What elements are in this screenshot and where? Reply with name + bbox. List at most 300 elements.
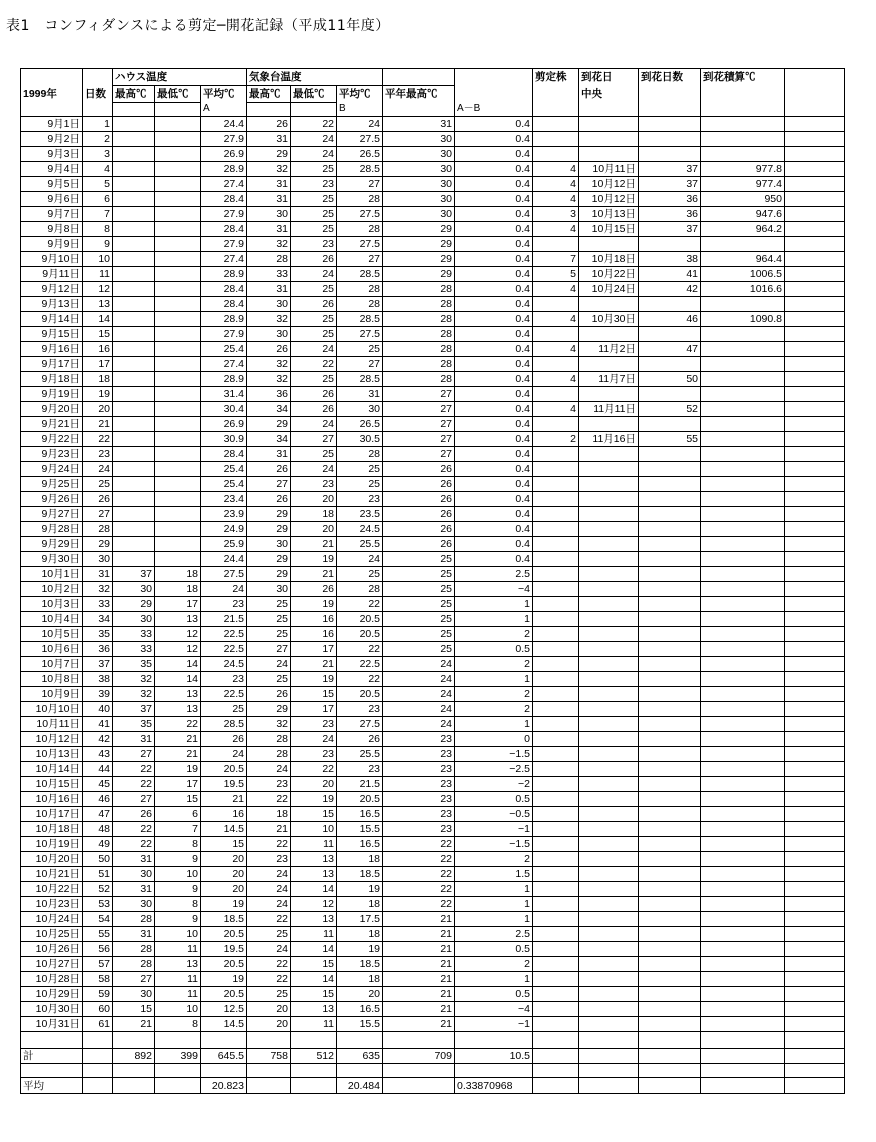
cell-normal-max: 30 [383, 207, 455, 222]
cell-date: 9月5日 [21, 177, 83, 192]
cell-bloom-accum: 977.4 [701, 177, 785, 192]
cell-a-minus-b: 2 [455, 702, 533, 717]
cell-weather-min: 24 [291, 417, 337, 432]
cell-house-max [113, 537, 155, 552]
table-row [21, 312, 845, 327]
cell-date: 10月16日 [21, 792, 83, 807]
cell-extra [785, 1002, 845, 1017]
cell-a-minus-b: 2 [455, 657, 533, 672]
cell-house-max [113, 477, 155, 492]
cell-weather-min: 19 [291, 792, 337, 807]
cell-weather-max: 22 [247, 972, 291, 987]
cell-weather-avg: 25.5 [337, 537, 383, 552]
cell-normal-max: 709 [383, 1049, 455, 1064]
cell-weather-avg: 26 [337, 732, 383, 747]
cell-house-max [113, 432, 155, 447]
cell-bloom-day [579, 747, 639, 762]
table-row [21, 357, 845, 372]
cell-house-max: 30 [113, 582, 155, 597]
cell-prune-count [533, 1049, 579, 1064]
cell-a-minus-b: 0.4 [455, 237, 533, 252]
cell-weather-avg: 18.5 [337, 957, 383, 972]
header-cell [337, 69, 383, 86]
cell-day: 17 [83, 357, 113, 372]
header-cell [83, 103, 113, 117]
cell-bloom-accum [701, 957, 785, 972]
cell-date: 9月29日 [21, 537, 83, 552]
cell-house-avg: 28.4 [201, 297, 247, 312]
cell-empty [533, 1064, 579, 1078]
cell-prune-count [533, 882, 579, 897]
cell-prune-count [533, 552, 579, 567]
cell-extra [785, 852, 845, 867]
cell-extra [785, 567, 845, 582]
cell-bloom-accum [701, 807, 785, 822]
cell-normal-max: 22 [383, 897, 455, 912]
cell-house-min [155, 417, 201, 432]
cell-date: 10月29日 [21, 987, 83, 1002]
cell-house-min: 21 [155, 747, 201, 762]
cell-bloom-day [579, 852, 639, 867]
cell-date: 9月30日 [21, 552, 83, 567]
cell-extra [785, 1078, 845, 1094]
cell-bloom-day [579, 237, 639, 252]
cell-house-min: 10 [155, 867, 201, 882]
cell-bloom-accum [701, 462, 785, 477]
cell-house-avg: 28.9 [201, 372, 247, 387]
cell-extra [785, 762, 845, 777]
header-weather-avg: 平均℃ [337, 86, 383, 103]
cell-bloom-accum [701, 117, 785, 132]
table-row [21, 942, 845, 957]
cell-weather-avg: 28.5 [337, 372, 383, 387]
cell-prune-count: 4 [533, 402, 579, 417]
header-label-b: B [337, 103, 383, 117]
cell-bloom-accum [701, 1002, 785, 1017]
cell-date: 10月13日 [21, 747, 83, 762]
cell-date: 9月24日 [21, 462, 83, 477]
cell-house-min [155, 537, 201, 552]
cell-bloom-day [579, 627, 639, 642]
cell-weather-avg: 15.5 [337, 1017, 383, 1032]
cell-a-minus-b: 0.4 [455, 537, 533, 552]
cell-bloom-day [579, 1017, 639, 1032]
spacer-row [21, 1032, 845, 1049]
cell-weather-min: 14 [291, 882, 337, 897]
cell-bloom-accum [701, 567, 785, 582]
cell-weather-avg: 20 [337, 987, 383, 1002]
cell-prune-count [533, 702, 579, 717]
cell-weather-avg: 19 [337, 942, 383, 957]
cell-bloom-accum [701, 387, 785, 402]
cell-a-minus-b: 0.4 [455, 147, 533, 162]
cell-house-avg: 20.5 [201, 957, 247, 972]
cell-bloom-day [579, 777, 639, 792]
table-row [21, 702, 845, 717]
cell-normal-max: 28 [383, 372, 455, 387]
cell-weather-max: 36 [247, 387, 291, 402]
cell-normal-max: 21 [383, 927, 455, 942]
cell-date: 9月1日 [21, 117, 83, 132]
cell-bloom-day [579, 702, 639, 717]
cell-weather-min: 23 [291, 237, 337, 252]
cell-normal-max: 21 [383, 957, 455, 972]
cell-a-minus-b: 0.4 [455, 252, 533, 267]
cell-bloom-accum: 964.4 [701, 252, 785, 267]
cell-normal-max: 25 [383, 627, 455, 642]
cell-house-avg: 19.5 [201, 777, 247, 792]
cell-house-max: 22 [113, 762, 155, 777]
cell-a-minus-b: −0.5 [455, 807, 533, 822]
cell-extra [785, 522, 845, 537]
cell-normal-max: 23 [383, 762, 455, 777]
cell-bloom-day: 10月15日 [579, 222, 639, 237]
cell-normal-max: 23 [383, 807, 455, 822]
cell-house-max [113, 507, 155, 522]
cell-normal-max: 27 [383, 447, 455, 462]
cell-house-max: 30 [113, 612, 155, 627]
cell-bloom-days [639, 867, 701, 882]
cell-weather-max: 25 [247, 612, 291, 627]
cell-a-minus-b: −1 [455, 1017, 533, 1032]
cell-extra [785, 207, 845, 222]
cell-day: 3 [83, 147, 113, 162]
cell-weather-max: 29 [247, 522, 291, 537]
cell-a-minus-b: 1 [455, 597, 533, 612]
cell-house-min [155, 372, 201, 387]
cell-weather-min: 24 [291, 732, 337, 747]
cell-house-avg: 20 [201, 852, 247, 867]
cell-day: 45 [83, 777, 113, 792]
cell-weather-avg: 18.5 [337, 867, 383, 882]
cell-day: 4 [83, 162, 113, 177]
cell-empty [21, 1064, 83, 1078]
cell-weather-min: 22 [291, 117, 337, 132]
cell-prune-count [533, 927, 579, 942]
cell-house-avg: 24.4 [201, 552, 247, 567]
cell-extra [785, 477, 845, 492]
cell-house-avg: 22.5 [201, 642, 247, 657]
cell-house-avg: 23 [201, 672, 247, 687]
cell-weather-min: 21 [291, 657, 337, 672]
cell-day: 7 [83, 207, 113, 222]
cell-day: 40 [83, 702, 113, 717]
cell-weather-avg: 18 [337, 927, 383, 942]
cell-bloom-day [579, 462, 639, 477]
cell-empty [113, 1064, 155, 1078]
cell-bloom-accum: 977.8 [701, 162, 785, 177]
cell-weather-min: 25 [291, 312, 337, 327]
cell-a-minus-b: 0.4 [455, 267, 533, 282]
cell-date: 9月17日 [21, 357, 83, 372]
cell-weather-min: 19 [291, 672, 337, 687]
cell-weather-max: 24 [247, 762, 291, 777]
cell-date: 9月16日 [21, 342, 83, 357]
cell-normal-max: 24 [383, 687, 455, 702]
header-cell [579, 103, 639, 117]
cell-weather-min: 11 [291, 927, 337, 942]
cell-day: 26 [83, 492, 113, 507]
cell-weather-max: 31 [247, 447, 291, 462]
cell-a-minus-b: 0.4 [455, 477, 533, 492]
cell-extra [785, 417, 845, 432]
cell-house-max: 32 [113, 672, 155, 687]
cell-extra [785, 612, 845, 627]
cell-house-min [155, 207, 201, 222]
cell-empty [383, 1064, 455, 1078]
cell-prune-count [533, 762, 579, 777]
cell-house-min [155, 357, 201, 372]
cell-bloom-accum [701, 297, 785, 312]
table-row [21, 657, 845, 672]
cell-house-min: 13 [155, 612, 201, 627]
cell-house-max: 28 [113, 957, 155, 972]
cell-house-avg: 27.5 [201, 567, 247, 582]
cell-day: 2 [83, 132, 113, 147]
cell-bloom-days [639, 732, 701, 747]
cell-weather-max: 20 [247, 1002, 291, 1017]
cell-weather-max: 25 [247, 987, 291, 1002]
cell-date: 10月9日 [21, 687, 83, 702]
cell-bloom-accum: 964.2 [701, 222, 785, 237]
cell-bloom-accum [701, 1017, 785, 1032]
cell-normal-max: 27 [383, 417, 455, 432]
cell-normal-max: 30 [383, 132, 455, 147]
cell-a-minus-b: 2 [455, 957, 533, 972]
cell-bloom-days [639, 357, 701, 372]
table-row [21, 492, 845, 507]
cell-weather-max: 20 [247, 1017, 291, 1032]
header-house-min: 最低℃ [155, 86, 201, 103]
cell-date: 9月7日 [21, 207, 83, 222]
cell-a-minus-b: 0 [455, 732, 533, 747]
cell-date: 10月8日 [21, 672, 83, 687]
cell-day: 60 [83, 1002, 113, 1017]
cell-house-min: 11 [155, 987, 201, 1002]
cell-bloom-days [639, 882, 701, 897]
table-row [21, 822, 845, 837]
cell-day: 47 [83, 807, 113, 822]
cell-bloom-accum [701, 777, 785, 792]
cell-bloom-days [639, 702, 701, 717]
cell-bloom-accum [701, 357, 785, 372]
cell-house-max [113, 1078, 155, 1094]
cell-weather-min: 26 [291, 252, 337, 267]
cell-weather-max: 21 [247, 822, 291, 837]
cell-empty [455, 1032, 533, 1049]
cell-prune-count: 4 [533, 342, 579, 357]
cell-a-minus-b: 0.4 [455, 372, 533, 387]
cell-day: 27 [83, 507, 113, 522]
cell-weather-avg: 27 [337, 252, 383, 267]
cell-day: 35 [83, 627, 113, 642]
cell-house-max [113, 522, 155, 537]
cell-bloom-accum: 1090.8 [701, 312, 785, 327]
cell-bloom-accum [701, 537, 785, 552]
cell-bloom-day [579, 387, 639, 402]
cell-weather-max: 24 [247, 867, 291, 882]
cell-extra [785, 942, 845, 957]
cell-house-max [113, 462, 155, 477]
cell-empty [155, 1032, 201, 1049]
cell-house-min: 12 [155, 627, 201, 642]
cell-house-max [113, 207, 155, 222]
cell-day: 29 [83, 537, 113, 552]
cell-weather-avg: 27.5 [337, 132, 383, 147]
cell-bloom-day [579, 867, 639, 882]
cell-normal-max: 25 [383, 582, 455, 597]
cell-house-avg: 28.4 [201, 447, 247, 462]
cell-weather-max: 26 [247, 687, 291, 702]
cell-weather-max: 22 [247, 912, 291, 927]
cell-normal-max: 30 [383, 147, 455, 162]
cell-house-min [155, 342, 201, 357]
table-row [21, 1017, 845, 1032]
table-row [21, 927, 845, 942]
cell-house-max: 27 [113, 792, 155, 807]
cell-prune-count [533, 972, 579, 987]
cell-extra [785, 867, 845, 882]
cell-house-avg: 27.4 [201, 357, 247, 372]
table-row [21, 162, 845, 177]
cell-date: 10月24日 [21, 912, 83, 927]
cell-extra [785, 807, 845, 822]
cell-a-minus-b: 2.5 [455, 567, 533, 582]
cell-weather-min: 25 [291, 192, 337, 207]
cell-normal-max: 22 [383, 867, 455, 882]
cell-prune-count [533, 327, 579, 342]
table-row [21, 897, 845, 912]
cell-house-max [113, 177, 155, 192]
cell-house-min [155, 297, 201, 312]
cell-house-avg: 24 [201, 747, 247, 762]
cell-prune-count [533, 387, 579, 402]
cell-date: 10月31日 [21, 1017, 83, 1032]
cell-weather-min: 25 [291, 327, 337, 342]
cell-bloom-day [579, 1002, 639, 1017]
cell-house-min: 10 [155, 1002, 201, 1017]
cell-date: 9月22日 [21, 432, 83, 447]
cell-house-max: 30 [113, 897, 155, 912]
cell-bloom-accum [701, 612, 785, 627]
cell-weather-max: 25 [247, 927, 291, 942]
cell-house-avg: 24.4 [201, 117, 247, 132]
cell-bloom-day: 10月12日 [579, 177, 639, 192]
cell-prune-count [533, 567, 579, 582]
cell-bloom-days [639, 852, 701, 867]
cell-date: 10月28日 [21, 972, 83, 987]
header-cell [291, 103, 337, 117]
cell-house-max [113, 222, 155, 237]
cell-weather-max: 29 [247, 702, 291, 717]
cell-weather-avg: 26.5 [337, 147, 383, 162]
cell-house-max: 29 [113, 597, 155, 612]
cell-a-minus-b: −4 [455, 1002, 533, 1017]
cell-house-avg: 19.5 [201, 942, 247, 957]
cell-house-avg: 24.9 [201, 522, 247, 537]
cell-house-avg: 27.9 [201, 327, 247, 342]
cell-house-max [113, 372, 155, 387]
cell-bloom-day: 11月16日 [579, 432, 639, 447]
table-row [21, 462, 845, 477]
cell-normal-max: 30 [383, 162, 455, 177]
cell-house-min: 13 [155, 687, 201, 702]
cell-day: 15 [83, 327, 113, 342]
cell-weather-min: 512 [291, 1049, 337, 1064]
header-day-count: 日数 [83, 86, 113, 103]
cell-weather-min: 11 [291, 1017, 337, 1032]
cell-weather-max: 27 [247, 642, 291, 657]
cell-a-minus-b: 0.4 [455, 462, 533, 477]
cell-weather-avg: 18 [337, 897, 383, 912]
cell-bloom-days [639, 942, 701, 957]
cell-day: 9 [83, 237, 113, 252]
cell-extra [785, 927, 845, 942]
cell-day: 57 [83, 957, 113, 972]
cell-empty [533, 1032, 579, 1049]
cell-a-minus-b: 1.5 [455, 867, 533, 882]
cell-weather-avg: 25 [337, 567, 383, 582]
cell-date: 10月1日 [21, 567, 83, 582]
table-row [21, 537, 845, 552]
cell-house-max [113, 492, 155, 507]
cell-normal-max: 23 [383, 777, 455, 792]
cell-bloom-days: 37 [639, 222, 701, 237]
cell-weather-max: 29 [247, 147, 291, 162]
cell-house-avg: 645.5 [201, 1049, 247, 1064]
cell-house-min [155, 312, 201, 327]
header-row-2 [21, 86, 845, 103]
cell-house-avg: 30.4 [201, 402, 247, 417]
cell-date: 9月4日 [21, 162, 83, 177]
cell-weather-max: 28 [247, 732, 291, 747]
cell-empty [83, 1032, 113, 1049]
cell-bloom-days [639, 897, 701, 912]
cell-date: 10月10日 [21, 702, 83, 717]
cell-prune-count [533, 447, 579, 462]
cell-house-max: 28 [113, 912, 155, 927]
cell-house-min: 14 [155, 672, 201, 687]
cell-prune-count [533, 897, 579, 912]
cell-weather-max: 33 [247, 267, 291, 282]
cell-weather-avg: 28.5 [337, 312, 383, 327]
cell-extra [785, 747, 845, 762]
cell-bloom-days [639, 447, 701, 462]
cell-extra [785, 537, 845, 552]
cell-house-max: 31 [113, 852, 155, 867]
cell-bloom-day [579, 792, 639, 807]
cell-house-avg: 25 [201, 702, 247, 717]
cell-weather-avg: 22 [337, 672, 383, 687]
header-cell [83, 69, 113, 86]
cell-weather-min: 21 [291, 567, 337, 582]
cell-normal-max: 24 [383, 717, 455, 732]
cell-weather-min: 13 [291, 867, 337, 882]
cell-bloom-days [639, 492, 701, 507]
cell-house-avg: 26 [201, 732, 247, 747]
cell-prune-count [533, 522, 579, 537]
cell-weather-avg: 31 [337, 387, 383, 402]
cell-bloom-day [579, 492, 639, 507]
cell-weather-avg: 28.5 [337, 162, 383, 177]
cell-bloom-days [639, 117, 701, 132]
cell-normal-max: 28 [383, 297, 455, 312]
cell-extra [785, 642, 845, 657]
cell-house-avg: 25.4 [201, 477, 247, 492]
cell-empty [455, 1064, 533, 1078]
cell-day: 20 [83, 402, 113, 417]
cell-bloom-accum [701, 582, 785, 597]
